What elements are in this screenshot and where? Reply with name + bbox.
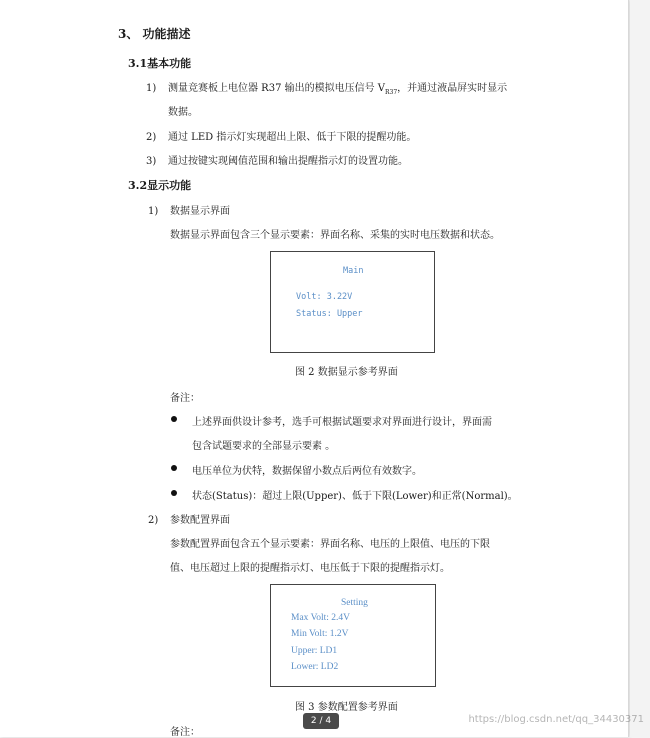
note-label: 备注：: [170, 727, 200, 738]
subsection-title: 1) 数据显示界面: [148, 206, 230, 217]
bullet-icon: [171, 490, 177, 496]
screen-lower-led: Lower: LD2: [291, 662, 339, 672]
setting-screen-mockup: [270, 584, 436, 687]
list-item: 1) 测量竞赛板上电位器 R37 输出的模拟电压信号 $V_{R37}$，并通过液晶屏实时显示: [146, 83, 508, 96]
list-item: 3) 通过按键实现阈值范围和输出提醒指示灯的设置功能。: [146, 156, 408, 167]
section-heading: 3、 功能描述: [118, 27, 191, 41]
bullet-text: 电压单位为伏特，数据保留小数点后两位有效数字。: [192, 466, 422, 477]
basic-function-heading: 3.1基本功能: [128, 57, 192, 70]
screen-volt: Volt: 3.22V: [296, 292, 353, 302]
paragraph-continuation: 值、电压超过上限的提醒指示灯、电压低于下限的提醒指示灯。: [170, 563, 450, 574]
paragraph: 参数配置界面包含五个显示要素：界面名称、电压的上限值、电压的下限: [170, 539, 490, 550]
page-indicator: 2 / 4: [303, 713, 339, 729]
screen-min-volt: Min Volt: 1.2V: [291, 629, 349, 639]
bullet-icon: [171, 465, 177, 471]
viewer-scrollbar[interactable]: [630, 0, 650, 737]
main-screen-mockup: [270, 251, 435, 353]
paragraph: 数据显示界面包含三个显示要素：界面名称、采集的实时电压数据和状态。: [170, 230, 500, 241]
bullet-text: 上述界面供设计参考，选手可根据试题要求对界面进行设计，界面需: [192, 417, 492, 428]
bullet-text: 状态(Status)：超过上限(Upper)、低于下限(Lower)和正常(Normal)。: [192, 491, 518, 502]
figure-caption: 图 2 数据显示参考界面: [295, 367, 398, 378]
screen-upper-led: Upper: LD1: [291, 646, 338, 656]
list-item: 2) 通过 LED 指示灯实现超出上限、低于下限的提醒功能。: [146, 132, 417, 143]
figure-caption: 图 3 参数配置参考界面: [295, 702, 398, 713]
screen-status: Status: Upper: [296, 309, 363, 319]
watermark: https://blog.csdn.net/qq_34430371: [468, 714, 644, 725]
screen-title: Setting: [341, 598, 368, 608]
list-item-continuation: 数据。: [168, 107, 198, 118]
screen-title: Main: [343, 266, 364, 276]
bullet-text-continuation: 包含试题要求的全部显示要素 。: [192, 441, 336, 452]
subsection-title: 2) 参数配置界面: [148, 515, 230, 526]
screen-max-volt: Max Volt: 2.4V: [291, 613, 351, 623]
display-function-heading: 3.2显示功能: [128, 179, 192, 192]
note-label: 备注：: [170, 393, 200, 404]
bullet-icon: [171, 416, 177, 422]
